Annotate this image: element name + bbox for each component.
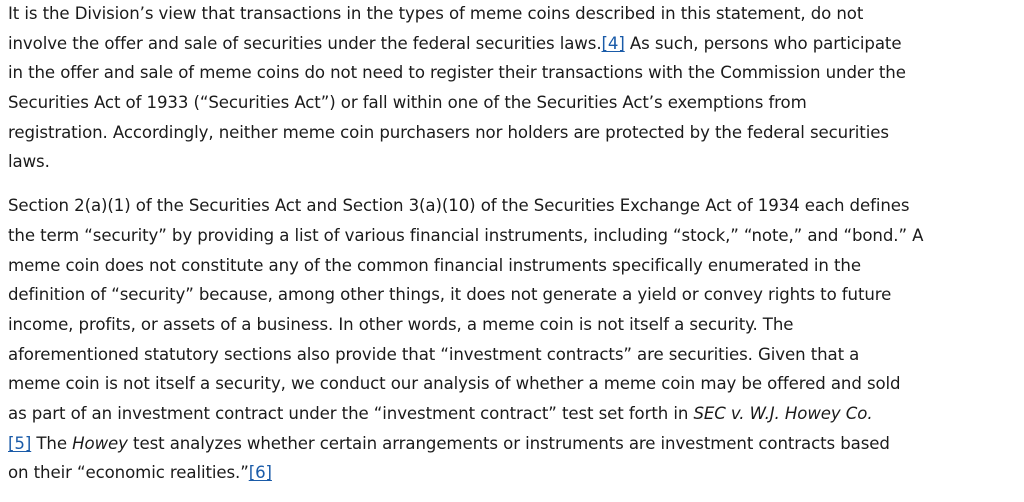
footnote-link-5[interactable]: [5]	[8, 434, 32, 453]
text: laws.	[8, 152, 50, 171]
text-line	[8, 314, 793, 336]
text: registration. Accordingly, neither meme coin purchasers nor holders are protected by the federal securities	[8, 123, 889, 142]
text: meme coin does not constitute any of the common financial instruments specifically enumerated in the	[8, 256, 861, 275]
text-line	[8, 373, 901, 395]
text-line	[8, 122, 889, 144]
text: Securities Act of 1933 (“Securities Act”) or fall within one of the Securities Act’s exemptions from	[8, 93, 807, 112]
text-line	[8, 3, 863, 25]
text-line	[8, 462, 272, 484]
text-line	[8, 433, 890, 455]
text-line	[8, 92, 807, 114]
text: Section 2(a)(1) of the Securities Act and Section 3(a)(10) of the Securities Exchange Act of 1934 each defines	[8, 196, 910, 215]
footnote-link-6[interactable]: [6]	[248, 463, 272, 482]
text: the term “security” by providing a list of various financial instruments, including “stock,” “note,” and “bond.” A	[8, 226, 924, 245]
footnote-link-4[interactable]: [4]	[601, 34, 625, 53]
text: income, profits, or assets of a business. In other words, a meme coin is not itself a security. The	[8, 315, 794, 334]
text-line	[8, 225, 923, 247]
text-line	[8, 403, 873, 425]
text: in the offer and sale of meme coins do not need to register their transactions with the Commission under the	[8, 63, 906, 82]
text: on their “economic realities.”	[8, 463, 249, 482]
text-line	[8, 151, 50, 173]
text-line	[8, 195, 909, 217]
text-line	[8, 255, 861, 277]
case-citation: SEC v. W.J. Howey Co.	[693, 404, 873, 423]
text-line	[8, 62, 906, 84]
text: The	[31, 434, 73, 453]
text: as part of an investment contract under the “investment contract” test set forth in	[8, 404, 694, 423]
text: involve the offer and sale of securities under the federal securities laws.	[8, 34, 602, 53]
text-line	[8, 344, 859, 366]
text-line	[8, 284, 891, 306]
text-line	[8, 33, 901, 55]
text: aforementioned statutory sections also provide that “investment contracts” are securities. Given that a	[8, 345, 860, 364]
case-short-name: Howey	[72, 434, 128, 453]
text: meme coin is not itself a security, we conduct our analysis of whether a meme coin may be offered and sold	[8, 374, 901, 393]
text: It is the Division’s view that transactions in the types of meme coins described in this statement, do not	[8, 4, 864, 23]
text: As such, persons who participate	[624, 34, 902, 53]
text: test analyzes whether certain arrangements or instruments are investment contracts based	[127, 434, 890, 453]
text: definition of “security” because, among other things, it does not generate a yield or convey rights to future	[8, 285, 892, 304]
